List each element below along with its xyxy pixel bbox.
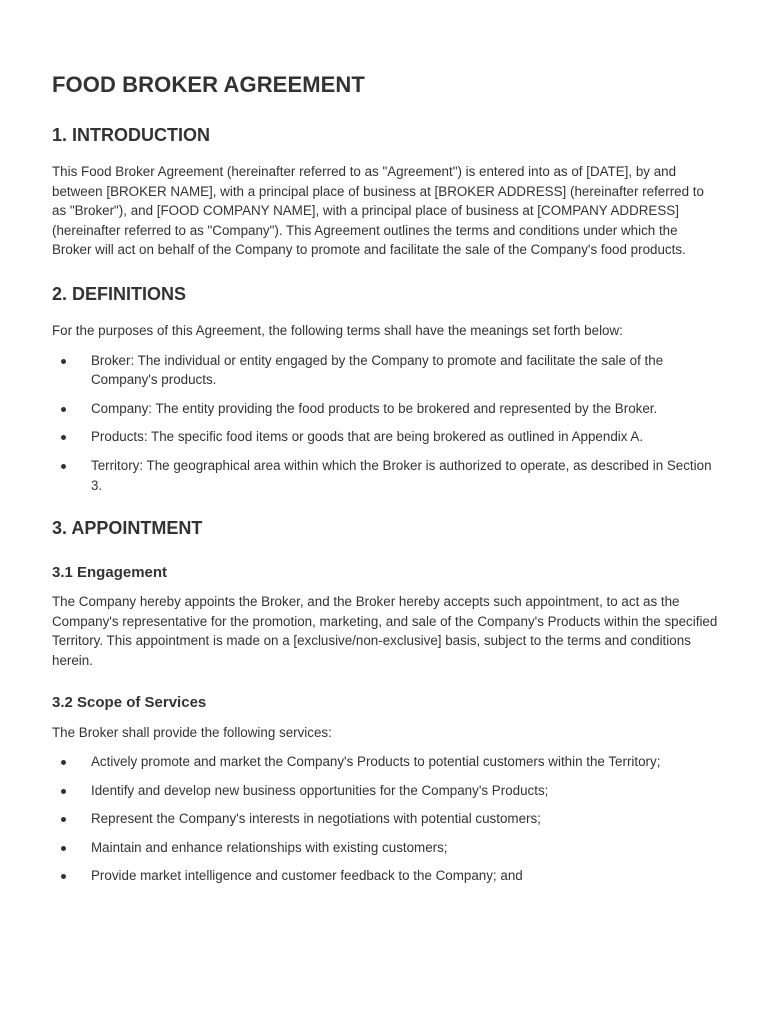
list-item [52,752,720,772]
section-heading-introduction: 1. INTRODUCTION [52,125,211,145]
engagement-paragraph: The Company hereby appoints the Broker, and the Broker hereby accepts such appointment, to act as the Company's representative for the promotion, marketing, and sale of the Company's Products within the specified Territory. This appointment is made on a [exclusive/non-exclusive] basis, subject to the terms and conditions herein. [52,594,718,668]
introduction-paragraph: This Food Broker Agreement (hereinafter referred to as "Agreement") is entered into as of [DATE], by and between [BROKER NAME], with a principal place of business at [BROKER ADDRESS] (hereinafter referred to as "Broker"), and [FOOD COMPANY NAME], with a principal place of business at [COMPANY ADDRESS] (hereinafter referred to as "Company"). This Agreement outlines the terms and conditions under which the Broker will act on behalf of the Company to promote and facilitate the sale of the Company's food products. [52,164,704,258]
list-item [52,781,720,801]
list-item-text: Actively promote and market the Company's Products to potential customers within the Territory; [91,754,661,770]
scope-intro: The Broker shall provide the following services: [52,724,332,740]
bullet-icon [61,846,66,851]
scope-list [52,752,720,886]
list-item-text: Broker: The individual or entity engaged by the Company to promote and facilitate the sale of the Company's products. [91,352,664,388]
bullet-icon [61,817,66,822]
document-title: FOOD BROKER AGREEMENT [52,72,365,97]
document-page [52,66,720,886]
list-item-text: Represent the Company's interests in negotiations with potential customers; [91,811,541,827]
definitions-list [52,351,720,496]
bullet-icon [61,464,66,469]
bullet-icon [61,760,66,765]
list-item-text: Maintain and enhance relationships with existing customers; [91,839,448,855]
bullet-icon [61,789,66,794]
bullet-icon [61,407,66,412]
list-item [52,838,720,858]
section-heading-definitions: 2. DEFINITIONS [52,283,187,304]
bullet-icon [61,359,66,364]
definitions-intro: For the purposes of this Agreement, the following terms shall have the meanings set forth below: [52,322,623,338]
bullet-icon [61,874,66,879]
list-item-text: Company: The entity providing the food products to be brokered and represented by the Broker. [91,400,658,416]
list-item-text: Identify and develop new business opportunities for the Company's Products; [91,782,549,798]
list-item [52,399,720,419]
list-item [52,427,720,447]
list-item-text: Territory: The geographical area within which the Broker is authorized to operate, as described in Section 3. [91,457,712,493]
list-item [52,866,720,886]
list-item-text: Products: The specific food items or goods that are being brokered as outlined in Appendix A. [91,429,644,445]
list-item [52,456,720,495]
subsection-heading-engagement: 3.1 Engagement [52,564,168,582]
list-item [52,351,720,390]
section-heading-appointment: 3. APPOINTMENT [52,518,203,539]
list-item-text: Provide market intelligence and customer feedback to the Company; and [91,868,523,884]
bullet-icon [61,435,66,440]
subsection-heading-scope: 3.2 Scope of Services [52,693,207,711]
list-item [52,809,720,829]
